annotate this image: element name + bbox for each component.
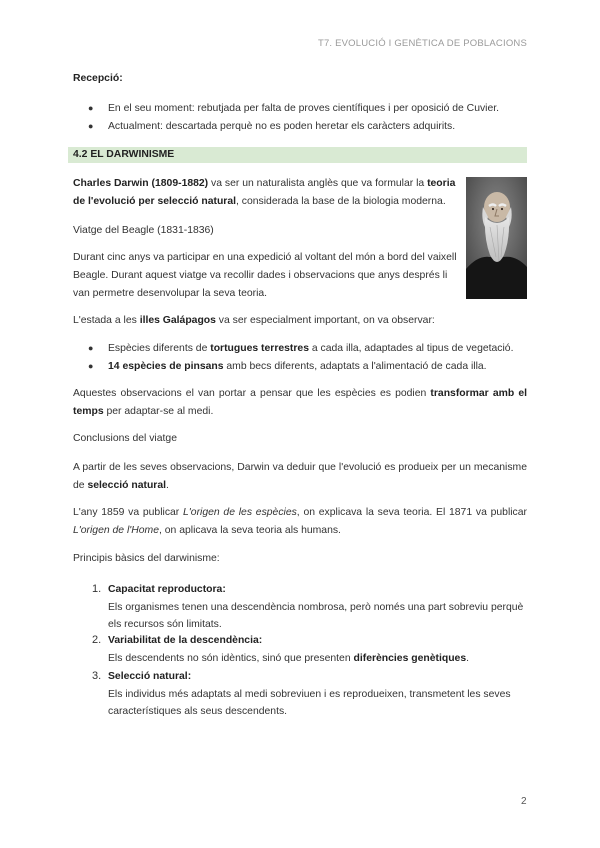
- darwin-intro-paragraph: Charles Darwin (1809-1882) va ser un naturalista anglès que va formular la teoria de l'evolució per selecció natural, considerada la base de la biologia moderna.: [73, 178, 456, 207]
- section-heading: 4.2 EL DARWINISME: [73, 149, 175, 160]
- bullet-icon: ●: [88, 121, 94, 131]
- page-number: 2: [521, 796, 527, 807]
- item-number: 3.: [92, 670, 102, 682]
- principle-description: Els organismes tenen una descendència nombrosa, però només una part sobreviu perquè els recursos són limitats.: [108, 602, 524, 630]
- beagle-subtitle: Viatge del Beagle (1831-1836): [73, 225, 214, 236]
- galapagos-bullet-text: Espècies diferents de tortugues terrestres a cada illa, adaptades al tipus de vegetació.: [108, 343, 514, 354]
- item-number: 2.: [92, 634, 102, 646]
- galapagos-bullet-text: 14 espècies de pinsans amb becs diferents, adaptats a l'alimentació de cada illa.: [108, 361, 487, 372]
- principle-description: Els descendents no són idèntics, sinó que presenten diferències genètiques.: [108, 653, 469, 664]
- bullet-icon: ●: [88, 343, 94, 353]
- item-number: 1.: [92, 583, 102, 595]
- reception-heading: Recepció:: [73, 73, 123, 84]
- principle-heading: Capacitat reproductora:: [108, 584, 226, 595]
- reception-bullet-text: En el seu moment: rebutjada per falta de proves científiques i per oposició de Cuvier.: [108, 103, 500, 114]
- conclusions-paragraph: A partir de les seves observacions, Darwin va deduir que l'evolució es produeix per un mecanisme de selecció natural.: [73, 462, 527, 491]
- beagle-paragraph: Durant cinc anys va participar en una expedició al voltant del món a bord del vaixell Beagle. Durant aquest viatge va recollir dades i observacions que anys després li van permetre desenvolupar la seva teoria.: [73, 252, 457, 299]
- running-header: T7. EVOLUCIÓ I GENÈTICA DE POBLACIONS: [317, 38, 527, 49]
- bullet-icon: ●: [88, 361, 94, 371]
- reception-bullet-text: Actualment: descartada perquè no es poden heretar els caràcters adquirits.: [108, 121, 456, 132]
- principle-description: Els individus més adaptats al medi sobreviuen i es reprodueixen, transmetent les seves característiques als seus descendents.: [108, 689, 511, 717]
- principle-heading: Variabilitat de la descendència:: [108, 635, 263, 646]
- principle-heading: Selecció natural:: [108, 671, 192, 682]
- principles-subtitle: Principis bàsics del darwinisme:: [73, 553, 220, 564]
- publications-paragraph: L'any 1859 va publicar L'origen de les espècies, on explicava la seva teoria. El 1871 va publicar L'origen de l'Home, on aplicava la seva teoria als humans.: [73, 507, 527, 536]
- conclusions-subtitle: Conclusions del viatge: [73, 433, 177, 444]
- galapagos-paragraph: L'estada a les illes Galápagos va ser especialment important, on va observar:: [73, 315, 435, 326]
- transformation-paragraph: Aquestes observacions el van portar a pensar que les espècies es podien transformar amb el temps per adaptar-se al medi.: [73, 388, 528, 417]
- bullet-icon: ●: [88, 103, 94, 113]
